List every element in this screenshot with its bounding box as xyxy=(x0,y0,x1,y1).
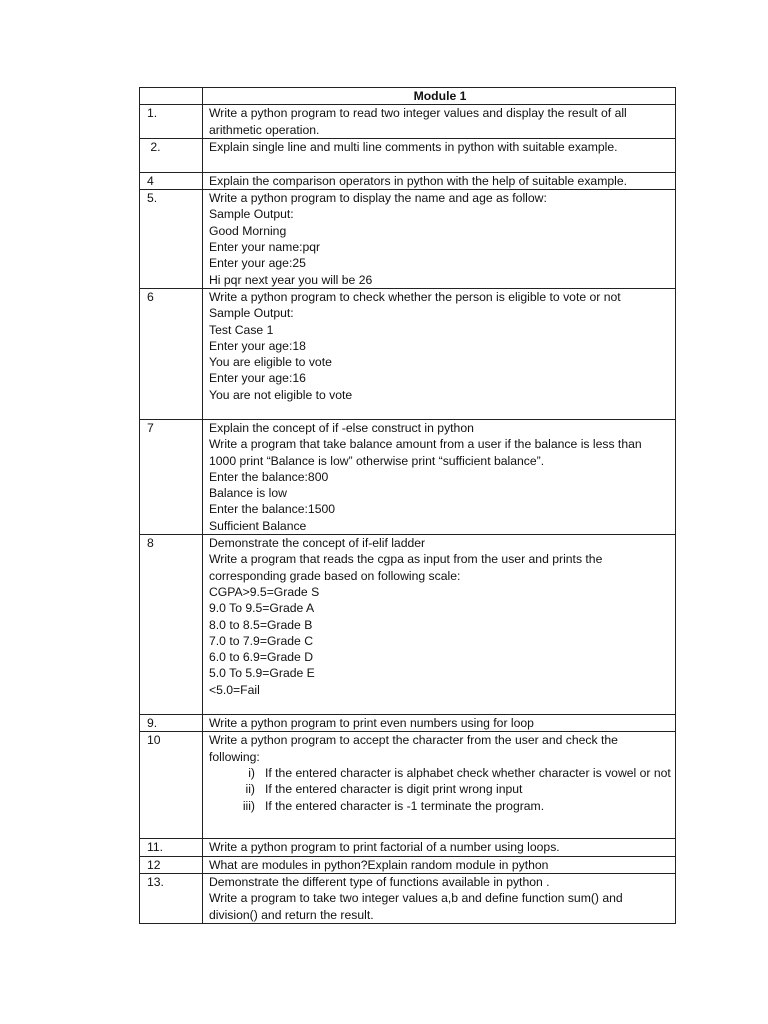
row-number: 12 xyxy=(147,857,161,872)
question-text: 9.0 To 9.5=Grade A xyxy=(209,601,315,616)
sub-item xyxy=(209,765,671,781)
table-header-row xyxy=(140,88,676,105)
question-text: You are not eligible to vote xyxy=(209,387,353,402)
table-row xyxy=(140,288,676,419)
sub-item xyxy=(209,781,671,797)
sub-item-marker: iii) xyxy=(242,798,255,813)
question-text: Sample Output: xyxy=(209,306,294,321)
table-row xyxy=(140,873,676,923)
question-text: You are eligible to vote xyxy=(209,355,332,370)
question-text: Test Case 1 xyxy=(209,322,274,337)
row-number: 10 xyxy=(147,733,161,748)
question-text: Enter your age:16 xyxy=(209,371,306,386)
table-row xyxy=(140,535,676,715)
sub-item xyxy=(209,798,671,814)
table-row xyxy=(140,172,676,189)
sub-item-marker: ii) xyxy=(245,782,255,797)
question-text: What are modules in python?Explain random module in python xyxy=(209,857,549,872)
question-text: Write a python program to read two integer values and display the result of all arithmetic operation. xyxy=(209,106,627,137)
question-text: Enter your age:18 xyxy=(209,338,306,353)
question-text: Sufficient Balance xyxy=(209,518,307,533)
module-table xyxy=(139,87,676,924)
header-blank-cell xyxy=(140,88,203,105)
question-text: Demonstrate the different type of functions available in python . xyxy=(209,874,550,889)
question-text: Enter the balance:1500 xyxy=(209,502,336,517)
question-text: Write a python program to check whether the person is eligible to vote or not xyxy=(209,289,621,304)
header-title-cell xyxy=(203,88,676,105)
question-text: 5.0 To 5.9=Grade E xyxy=(209,666,315,681)
question-text: Write a python program to accept the character from the user and check the following: xyxy=(209,733,618,764)
row-number: 5. xyxy=(147,191,158,206)
module-title: Module 1 xyxy=(413,89,467,103)
question-text: 6.0 to 6.9=Grade D xyxy=(209,650,313,665)
sub-item-text: If the entered character is -1 terminate the program. xyxy=(265,798,545,813)
row-number: 1. xyxy=(147,106,158,121)
question-text: Write a program that take balance amount from a user if the balance is less than 1000 print “Balance is low” otherwise print “sufficient balance”. xyxy=(209,437,642,468)
row-number: 8 xyxy=(147,536,154,551)
question-text: Enter your age:25 xyxy=(209,256,306,271)
table-row xyxy=(140,419,676,534)
question-text: Hi pqr next year you will be 26 xyxy=(209,272,373,287)
question-text: Explain single line and multi line comments in python with suitable example. xyxy=(209,139,618,154)
row-number: 13. xyxy=(147,874,164,889)
question-text: Write a program that reads the cgpa as input from the user and prints the corresponding grade based on following scale: xyxy=(209,552,603,583)
table-row xyxy=(140,715,676,732)
question-text: CGPA>9.5=Grade S xyxy=(209,584,320,599)
row-number: 11. xyxy=(147,840,164,855)
question-text: Explain the comparison operators in python with the help of suitable example. xyxy=(209,173,628,188)
table-row xyxy=(140,839,676,856)
sub-item-marker: i) xyxy=(248,765,255,780)
row-number: 6 xyxy=(147,289,154,304)
row-number: 9. xyxy=(147,716,158,731)
row-number: 2. xyxy=(147,139,161,154)
table-row xyxy=(140,138,676,172)
table-row xyxy=(140,190,676,289)
question-text: Good Morning xyxy=(209,223,287,238)
question-text: Write a python program to print factorial of a number using loops. xyxy=(209,840,560,855)
table-row xyxy=(140,856,676,873)
question-text: Write a python program to display the name and age as follow: xyxy=(209,191,547,206)
question-text: Demonstrate the concept of if-elif ladder xyxy=(209,536,426,551)
question-text: Write a python program to print even numbers using for loop xyxy=(209,716,534,731)
question-text: Explain the concept of if -else construct in python xyxy=(209,420,474,435)
question-text: Enter your name:pqr xyxy=(209,240,321,255)
question-text: Write a program to take two integer values a,b and define function sum() and division() and return the result. xyxy=(209,891,623,922)
question-text: Balance is low xyxy=(209,486,287,501)
question-text: Sample Output: xyxy=(209,207,294,222)
row-number: 7 xyxy=(147,420,154,435)
sub-item-text: If the entered character is alphabet check whether character is vowel or not xyxy=(265,765,671,780)
question-text: Enter the balance:800 xyxy=(209,469,329,484)
question-text: 7.0 to 7.9=Grade C xyxy=(209,633,313,648)
table-row xyxy=(140,732,676,839)
question-text: <5.0=Fail xyxy=(209,682,260,697)
sub-item-text: If the entered character is digit print wrong input xyxy=(265,782,523,797)
row-number: 4 xyxy=(147,173,154,188)
question-text: 8.0 to 8.5=Grade B xyxy=(209,617,313,632)
table-row xyxy=(140,105,676,139)
